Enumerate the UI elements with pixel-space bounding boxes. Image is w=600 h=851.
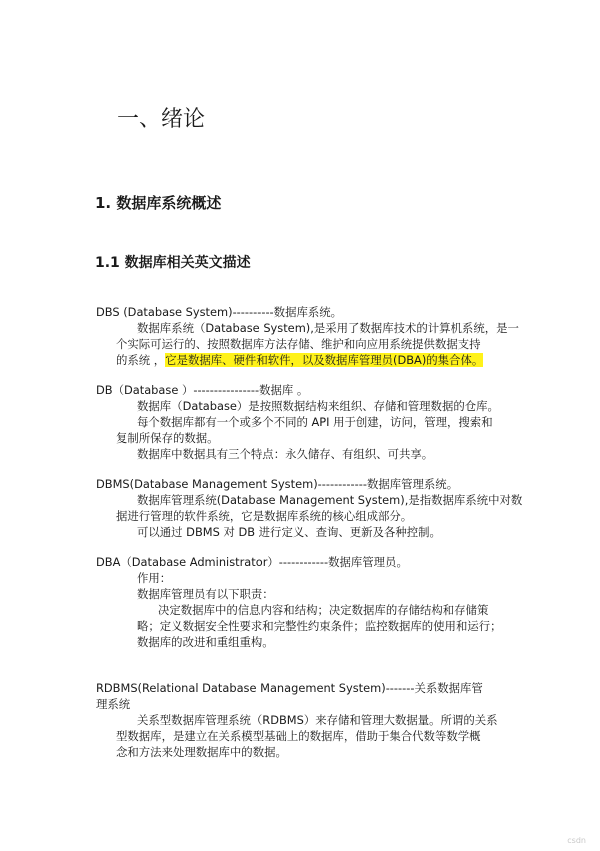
rdbms-line-1: 关系型数据库管理系统（RDBMS）来存储和管理大数据量。所谓的关系 — [137, 713, 498, 727]
dbs-highlighted-text: 它是数据库、硬件和软件，以及数据库管理员(DBA)的集合体。 — [165, 353, 484, 367]
db-line-1: 数据库（Database）是按照数据结构来组织、存储和管理数据的仓库。 — [137, 399, 499, 413]
chapter-title: 一、绪论 — [117, 107, 206, 132]
dbms-term: DBMS(Database Management System)------------数据库管理系统。 — [96, 477, 459, 491]
rdbms-term-1: RDBMS(Relational Database Management System)-------关系数据库管 — [96, 681, 483, 695]
dbs-line-3-text: 的系统 ， — [116, 353, 166, 367]
db-term: DB（Database ）----------------数据库 。 — [96, 383, 309, 397]
dbs-line-3 — [116, 352, 483, 368]
db-line-3: 复制所保存的数据。 — [116, 431, 219, 445]
dba-line-5: 数据库的改进和重组重构。 — [137, 635, 274, 649]
dbms-line-1: 数据库管理系统(Database Management System),是指数据库系统中对数 — [137, 493, 523, 507]
rdbms-term-2: 理系统 — [96, 697, 131, 711]
dbs-term: DBS (Database System)----------数据库系统。 — [96, 305, 343, 319]
db-line-4: 数据库中数据具有三个特点：永久储存、有组织、可共享。 — [137, 447, 434, 461]
dbms-line-2: 据进行管理的软件系统，它是数据库系统的核心组成部分。 — [116, 509, 413, 523]
rdbms-line-2: 型数据库，是建立在关系模型基础上的数据库，借助于集合代数等数学概 — [116, 729, 481, 743]
dba-line-4: 略；定义数据安全性要求和完整性约束条件；监控数据库的使用和运行； — [137, 619, 502, 633]
dbs-line-1: 数据库系统（Database System),是采用了数据库技术的计算机系统，是一 — [137, 321, 519, 335]
section-title: 1. 数据库系统概述 — [95, 194, 222, 212]
watermark: csdn — [567, 836, 586, 845]
dba-line-3: 决定数据库中的信息内容和结构；决定数据库的存储结构和存储策 — [158, 603, 489, 617]
db-line-2: 每个数据库都有一个或多个不同的 API 用于创建，访问，管理，搜索和 — [137, 415, 493, 429]
dba-line-2: 数据库管理员有以下职责： — [137, 587, 274, 601]
rdbms-line-3: 念和方法来处理数据库中的数据。 — [116, 745, 287, 759]
subsection-title: 1.1 数据库相关英文描述 — [95, 255, 251, 271]
dbs-line-2: 个实际可运行的、按照数据库方法存储、维护和向应用系统提供数据支持 — [116, 337, 481, 351]
dba-term: DBA（Database Administrator）------------数据库管理员。 — [96, 555, 408, 569]
dbms-line-3: 可以通过 DBMS 对 DB 进行定义、查询、更新及各种控制。 — [137, 525, 441, 539]
dba-line-1: 作用： — [137, 571, 172, 585]
